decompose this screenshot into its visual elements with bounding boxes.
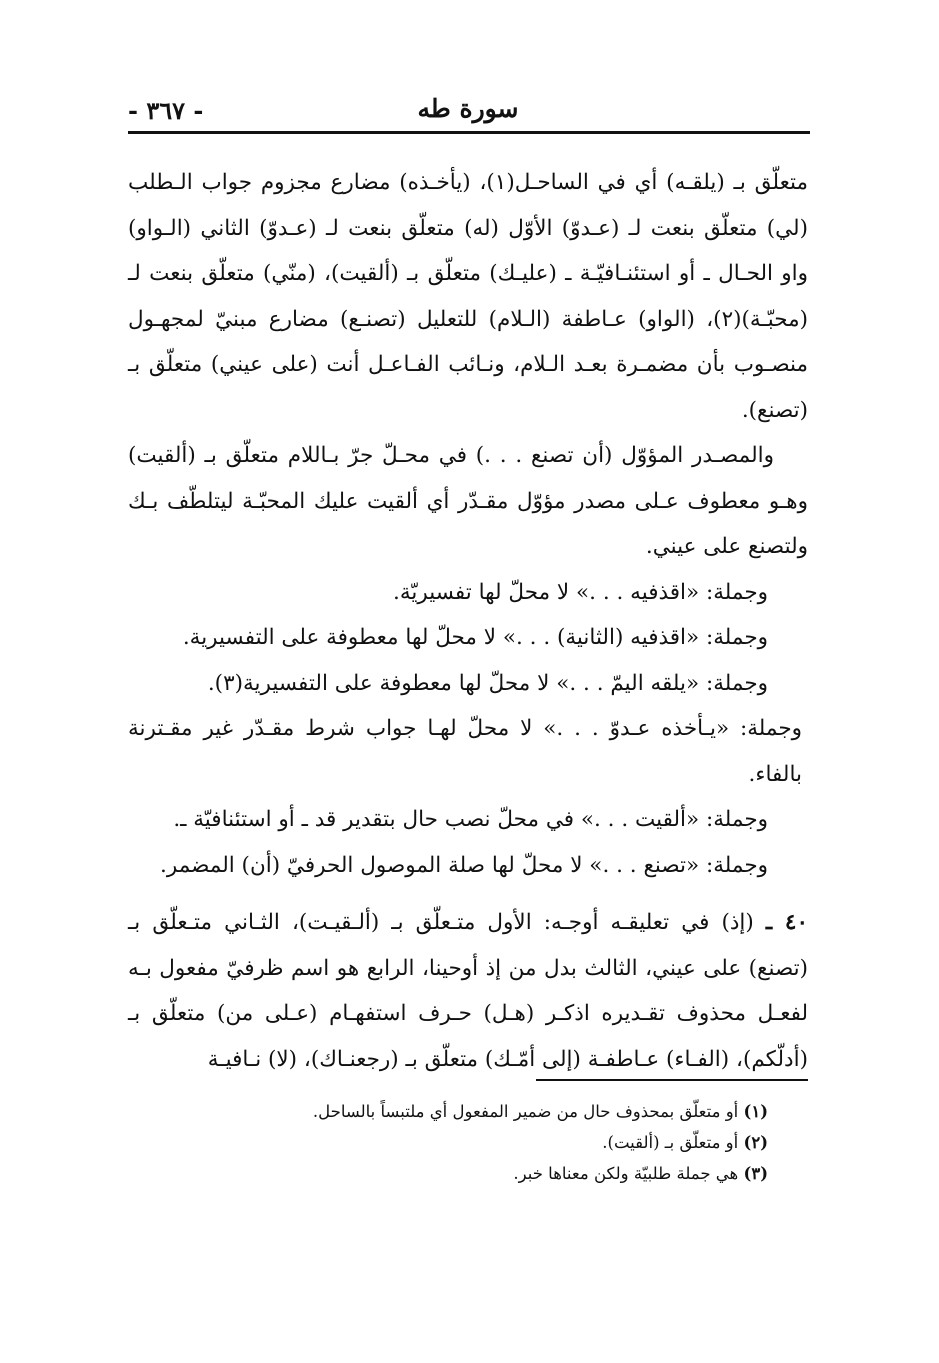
sentence-analysis-item: وجملة: «يلقه اليمّ . . .» لا محلّ لها معطوفة على التفسيرية(٣). <box>207 670 768 696</box>
footnotes <box>128 1096 768 1189</box>
sentence-analysis-item: وجملة: «اقذفيه . . .» لا محلّ لها تفسيريّة. <box>393 579 768 605</box>
header-divider <box>128 131 810 134</box>
footnote <box>128 1096 768 1127</box>
footnote-number: (٢) <box>743 1133 768 1152</box>
page-header <box>128 92 808 132</box>
footnote <box>128 1158 768 1189</box>
verse-40-text: (إذ) في تعليقـه أوجـه: الأول متـعلّق بـ (ألـقيـت)، الثـاني متـعلّق بـ (تصنع) على عيني، الثالث بدل من إذ أوحينا، الرابع هو اسم ظرفيّ مفعول بـه لفعـل محذوف تقـديره اذكـر (هـل) حـرف استفهـام (عـلى من) متعلّق بـ (أدلّكم)، (الفـاء) عـاطفـة (إلى أمّـك) متعلّق بـ (رجعنـاك)، (لا) نـافيـة <box>128 910 808 1072</box>
footnote-divider <box>536 1079 808 1081</box>
paragraph-irab-1: متعلّق بـ (يلقـه) أي في الساحـل(١)، (يأخـذه) مضارع مجزوم جواب الـطلب (لي) متعلّق بنعت لـ (عـدوّ) الأوّل (له) متعلّق بنعت لـ (عـدوّ) الثاني (الـواو) واو الحـال ـ أو استئنـافيّـة ـ (عليـك) متعلّق بـ (ألقيت)، (منّي) متعلّق بنعت لـ (محبّـة)(٢)، (الواو) عـاطفة (الـلام) للتعليل (تصنـع) مضارع مبنيّ لمجهـول منصـوب بأن مضمـرة بعـد الـلام، ونـائب الفـاعـل أنت (على عيني) متعلّق بـ (تصنع). <box>128 170 808 423</box>
sentence-analysis-item: وجملة: «يـأخذه عـدوّ . . .» لا محلّ لهـا جواب شرط مقـدّر غير مقـترنة بالفاء. <box>128 716 802 787</box>
sentence-analysis-item: وجملة: «تصنع . . .» لا محلّ لها صلة الموصول الحرفيّ (أن) المضمر. <box>160 852 768 878</box>
footnote-number: (٣) <box>743 1164 768 1183</box>
footnote-text: هي جملة طلبيّة ولكن معناها خبر. <box>513 1164 739 1183</box>
section-gap <box>128 888 808 900</box>
sentence-analysis-item: وجملة: «ألقيت . . .» في محلّ نصب حال بتقدير قد ـ أو استئنافيّة ـ. <box>173 807 768 832</box>
verse-40-analysis <box>128 900 808 1082</box>
main-text <box>128 160 808 1082</box>
surah-title: سورة طه <box>417 94 519 123</box>
footnote-text: أو متعلّق بـ (ألقيت). <box>602 1133 739 1152</box>
paragraph-irab-2: والمصـدر المؤوّل (أن تصنع . . .) في محـلّ جرّ بـاللام متعلّق بـ (ألقيت) وهـو معطوف عـلى مصدر مؤوّل مقـدّر أي ألقيت عليك المحبّـة ليتلطّف بـك ولتصنع على عيني. <box>128 443 808 559</box>
sentence-analysis-item: وجملة: «اقذفيه (الثانية) . . .» لا محلّ لها معطوفة على التفسيرية. <box>182 625 768 650</box>
footnote-text: أو متعلّق بمحذوف حال من ضمير المفعول أي ملتبساً بالساحل. <box>312 1102 739 1121</box>
page-number: - ٣٦٧ - <box>128 96 204 125</box>
sentence-analysis-list <box>128 570 808 889</box>
verse-number: ٤٠ ـ <box>765 910 808 935</box>
footnote-number: (١) <box>743 1102 768 1121</box>
footnote <box>128 1127 768 1158</box>
